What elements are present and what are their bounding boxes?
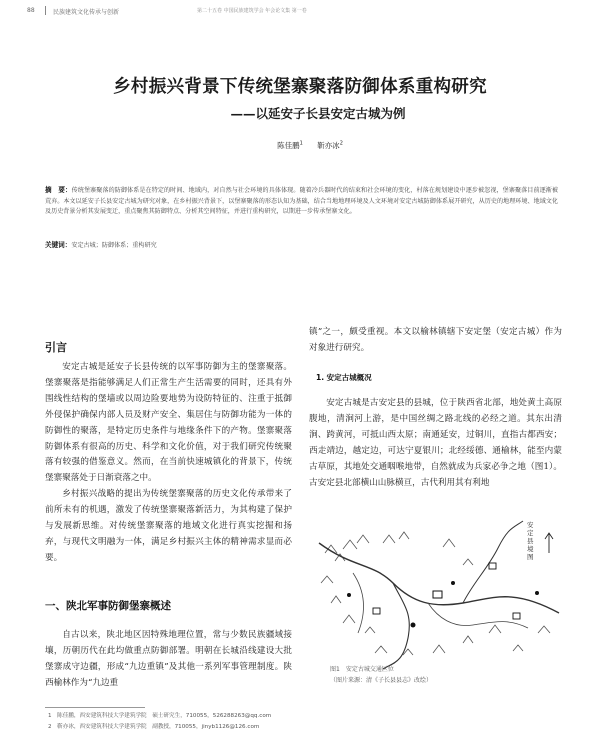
footnote: 2 靳亦冰，西安建筑科技大学建筑学院 副教授，710055，jinyb1126@126.com <box>48 724 260 730</box>
right-col-continuation <box>309 325 562 357</box>
footnote: 1 陈佳鹏，西安建筑科技大学建筑学院 硕士研究生，710055，526288263@qq.com <box>48 713 272 719</box>
journal-issue: 第二十五卷 中国民族建筑学会 年会论文集 第一卷 <box>197 8 307 14</box>
keywords-text: 安定古城；防御体系；重构研究 <box>71 242 157 249</box>
authors <box>0 140 600 151</box>
map-title: 安定县境图 <box>527 521 534 561</box>
intro-heading: 引言 <box>45 341 67 354</box>
subsection-heading: 1. 安定古城概况 <box>316 373 372 382</box>
section1-body <box>45 628 292 692</box>
paragraph: 镇”之一，颇受重视。本文以榆林镇辖下安定堡（安定古城）作为对象进行研究。 <box>309 327 562 353</box>
abstract <box>45 185 558 218</box>
footnote-divider <box>45 707 145 708</box>
author: 陈佳鹏$^1$ <box>277 140 303 150</box>
abstract-text: 传统堡寨聚落的防御体系是在特定的时间、地域内，对自然与社会环境的具体体现。随着冷兵器时代的结束和社会环境的变化，村落在规划建设中逐步被忽视，堡寨聚落目前逐渐被荒弃。本文以延安子长县安定古城为研究对象，在乡村振兴背景下，以堡寨聚落的形态认知为基础，结合当地地理环境及人文环境对安定古城防御体系展开研究，从历史的地理环境、地域文化及历史背景分析其发展变迁，重点聚焦其防御特点、分析其空间特征，并进行重构研究，以期进一步传承堡寨文化。 <box>45 187 559 216</box>
abstract-label: 摘 要： <box>45 186 72 194</box>
figure-caption: 图1 安定古城交通区位 <box>330 666 394 673</box>
article-subtitle: ——以延安子长县安定古城为例 <box>230 106 406 121</box>
subsection-body <box>309 396 562 491</box>
intro-body <box>45 360 292 567</box>
author: 靳亦冰$^2$ <box>317 140 343 150</box>
keywords <box>45 239 558 249</box>
paragraph: 安定古城是延安子长县传统的以军事防御为主的堡寨聚落。堡寨聚落是指能够满足人们正常生产生活需要的同时，还具有外围线性结构的堡墙或以周边险要地势为设防特征的、注重于抵御外侵保护确保内部人员及财产安全、集居住与防御功能为一体的防御性的聚落，是特定历史条件与地缘条件下的产物。堡寨聚落防御体系有很高的历史、科学和文化价值，对于我们研究传统聚落有较强的借鉴意义。然而，在当前快速城镇化的背景下，传统堡寨聚落处于日渐衰落之中。 <box>45 362 292 484</box>
section-heading: 一、陕北军事防御堡寨概述 <box>45 600 171 612</box>
figure-map <box>313 513 565 670</box>
page-number: 88 <box>27 7 35 14</box>
journal-name: 民族建筑文化传承与创新 <box>53 9 120 16</box>
paragraph: 安定古城是古安定县的县城，位于陕西省北部，地处黄土高原腹地，清涧河上游，是中国丝绸之路北线的必经之道。其东出清涧、跨黄河，可抵山西太原；南通延安，过铜川，直指古都西安；西走靖边，越定边，可达宁夏银川；北经绥德、通榆林，能至内蒙古草原，其地处交通咽喉地带，自然就成为兵家必争之地（图1）。古安定县北部横山山脉横亘，古代利用其有利地 <box>309 398 562 488</box>
figure-source: （图片来源：清《子长县县志》改绘） <box>330 677 433 684</box>
paragraph: 乡村振兴战略的提出为传统堡寨聚落的历史文化传承带来了前所未有的机遇，激发了传统堡寨聚落新活力，为其构建了保护与发展新思维。对传统堡寨聚落的地域文化进行真实挖掘和扬弃，与现代文明融为一体，满足乡村振兴主体的精神需求显而必要。 <box>45 489 292 563</box>
running-header <box>27 5 587 19</box>
header-divider <box>45 6 46 15</box>
keywords-label: 关键词： <box>45 241 72 249</box>
article-title: 乡村振兴背景下传统堡寨聚落防御体系重构研究 <box>113 77 487 97</box>
paragraph: 自古以来，陕北地区因特殊地理位置，常与少数民族疆域接壤，历朝历代在此均做重点防御部署。明朝在长城沿线建设大批堡寨成守边疆，形成“九边重镇”及其他一系列军事管理制度。陕西榆林作为“九边重 <box>45 630 292 688</box>
